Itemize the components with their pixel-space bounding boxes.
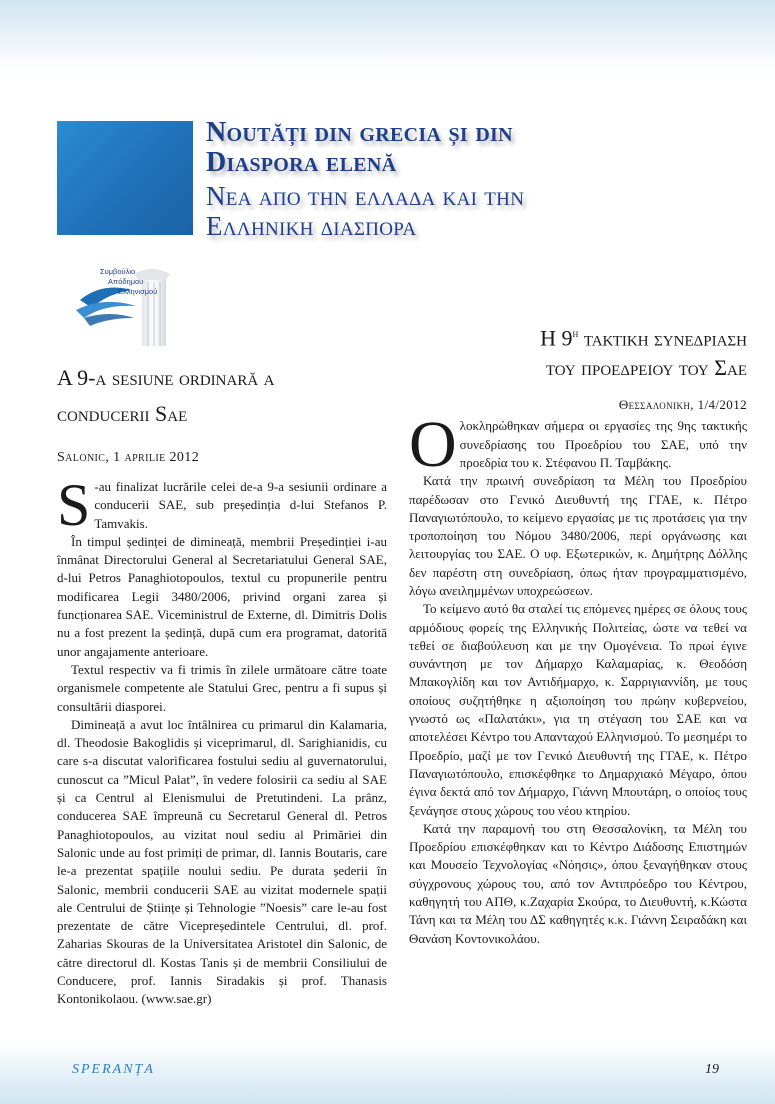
section-title-ro-line1: Noutăți din grecia și din xyxy=(206,117,513,148)
article-gr-body xyxy=(409,408,747,948)
article-ro-title-line2: conducerii Sae xyxy=(57,401,188,426)
article-ro-dateline: Salonic, 1 aprilie 2012 xyxy=(57,450,200,465)
article-gr-paragraph-1 xyxy=(409,408,747,482)
footer-magazine-name: SPERANȚA xyxy=(72,1062,155,1077)
article-ro-paragraph-1-text: -au finalizat lucrările celei de-a 9-a sesiunii ordinare a conducerii SAE, sub președinția d-lui Stefanos P. Tamvakis. xyxy=(94,479,387,531)
article-gr-title-line2: του προεδρειου του Σαε xyxy=(545,355,747,381)
article-gr-title-start: Η 9 xyxy=(540,325,573,351)
article-gr-title-line1 xyxy=(409,318,747,353)
article-ro-paragraph-1 xyxy=(57,472,387,538)
article-gr-paragraph-3: Το κείμενο αυτό θα σταλεί τις επόμενες ημέρες σε όλους τους αρμόδιους φορείς της Ελληνικής Πολιτείας, ώστε να τεθεί να τεθεί σε διαβούλευση και με την Ομογένεια. Το πρωί έγινε συνάντηση με τον Δήμαρχο Καλαμαρίας, κ. Θεοδόση Μπακογλίδη και τον Αντιδήμαρχο, κ. Σαρριγιαννίδη, με τους οποίους συζητήθηκε η αξιοποίηση του πρώην κυβερνείου, γνωστό ως «Παλατάκι», για τη στέγαση του ΣΑΕ και να αποτελέσει Κέντρο του Απανταχού Ελληνισμού. Το μεσημέρι το Προεδρίο, μαζί με τον Γενικό Διευθυντή της ΓΓΑΕ, κ. Πέτρο Παναγιωτόπουλο, επισκέφθηκε το Δημαρχιακό Μέγαρο, όπου έγινα δεκτά από τον Δήμαρχο, Γιάννη Μπουτάρη, ο οποίος τους ξενάγησε στους χώρους του νέου κτηρίου. xyxy=(409,601,747,818)
article-ro-dropcap: S xyxy=(57,472,91,538)
article-ro-title-line1: A 9-a sesiune ordinară a xyxy=(57,365,275,390)
section-title-gr-line2: Ελληνικη διασπορα xyxy=(206,210,417,241)
article-gr-dateline: Θεσσαλονικη, 1/4/2012 xyxy=(618,397,747,413)
article-ro-paragraph-3: Textul respectiv va fi trimis în zilele următoare către toate organismele competente ale Statului Grec, pentru a fi supus și consultării diasporei. xyxy=(57,661,387,714)
article-gr-paragraph-1-text: λοκληρώθηκαν σήμερα οι εργασίες της 9ης τακτικής συνεδρίασης του Προεδρίου του ΣΑΕ, υπό την προεδρία του κ. Στέφανου Π. Ταμβάκης. xyxy=(459,418,747,470)
article-ro-body xyxy=(57,472,387,1009)
section-color-block xyxy=(57,121,193,235)
section-title xyxy=(206,118,626,241)
section-title-gr-line1: Νεα απο την ελλαδα και την xyxy=(206,181,525,212)
article-gr-title-superscript: η xyxy=(572,326,579,340)
article-ro xyxy=(57,360,387,1009)
article-gr-paragraph-4: Κατά την παραμονή του στη Θεσσαλονίκη, τα Μέλη του Προεδρίου επισκέφθηκαν και το Κέντρο Διάδοσης Επιστημών και Μουσείο Τεχνολογίας «Νόησις», όπου ξεναγήθηκαν στους σύγχρονους χώρους του, από τον Αντιπρόεδρο του Κέντρου, καθηγητή του ΑΠΘ, κ.Ζαχαρία Σκούρα, το Διευθυντή, κ.Κώστα Τάνη και τα Μέλη του ΔΣ καθηγητές κ.κ. Γιάννη Σειραδάκη και Θανάση Κοντονικολάου. xyxy=(409,820,747,946)
sae-logo xyxy=(72,262,204,348)
article-gr-title-rest: τακτικη συνεδριαση xyxy=(578,325,747,351)
section-title-ro-line2: Diaspora elenă xyxy=(206,147,397,179)
logo-text-line3: Ελληνισμού xyxy=(118,287,158,296)
footer-page-number: 19 xyxy=(705,1062,719,1077)
article-gr-dropcap: Ο xyxy=(409,408,457,482)
logo-text-line2: Απόδημου xyxy=(108,277,144,286)
article-ro-paragraph-4: Dimineață a avut loc întâlnirea cu primarul din Kalamaria, dl. Theodosie Bakoglidis și viceprimarul, dl. Sarighianidis, cu care s-a discutat valorificarea fostului sediu al guvernatorului, cunoscut ca ”Micul Palat”, în vedere folosirii ca sediu al SAE și ca Centrul al Elenismului de Pretutindeni. La prânz, conducerea SAE împreună cu Secretarul General dl. Petros Panaghiotopoulos, au vizitat noul sediu al Primăriei din Salonic unde au fost primiți de primar, dl. Iannis Boutaris, care le-a prezentat spațiile noului sediu. Pe durata șederii în Salonic, membrii conducerii SAE au vizitat modernele spații ale Centrului de Științe și Tehnologie ”Noesis” care le-au fost prezentate de către Vicepreședintele Centrului, dl. prof. Zaharias Skouras de la Universitatea Aristotel din Salonic, de către directorul dl. Kostas Tanis și de membrii Consiliului de Conducere, prof. Iannis Siradakis și prof. Thanasis Kontonikolaou. (www.sae.gr) xyxy=(57,716,387,1007)
article-gr-paragraph-2: Κατά την πρωινή συνεδρίαση τα Μέλη του Προεδρίου παρέδωσαν στο Γενικό Διευθυντή της ΓΓΑΕ, κ. Πέτρο Παναγιωτόπουλο, το κείμενο εργασίας με τις προτάσεις για την τροποποίηση του Νόμου 3480/2006, περί οργάνωσης και λειτουργίας του ΣΑΕ. Ο υφ. Εξωτερικών, κ. Δημήτρης Δόλλης δεν παρέστη στη συνεδρίαση, όπως ήταν προγραμματισμένο, λόγω ανειλημμένων υποχρεώσεων. xyxy=(409,473,747,598)
logo-text-line1: Συμβούλιο xyxy=(100,267,136,276)
article-ro-paragraph-2: În timpul ședinței de dimineață, membrii Președinției i-au înmânat Directorului General al Secretariatului General SAE, d-lui Petros Panaghiotopoulos, textul cu propunerile pentru modificarea Legii 3480/2006, privind organi zarea și funcționarea SAE. Viceministrul de Externe, dl. Dimitris Dolis nu a fost prezent la ședință, după cum era programat, datorită unor angajamente anterioare. xyxy=(57,533,387,659)
article-gr xyxy=(409,318,747,948)
sae-logo-graphic xyxy=(72,262,204,348)
top-gradient-band xyxy=(0,0,775,70)
